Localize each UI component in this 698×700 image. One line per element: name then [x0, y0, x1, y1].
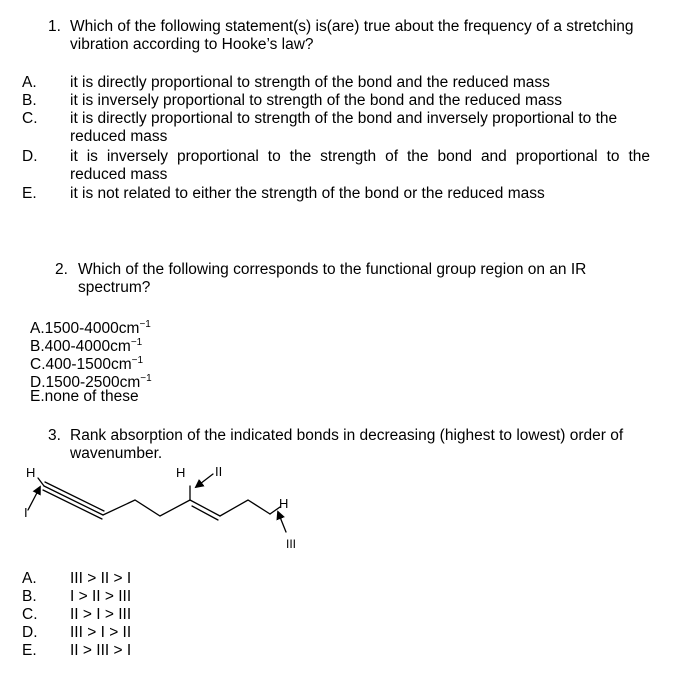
q3-option-b-letter: B.: [22, 588, 37, 605]
q2-number: 2.: [55, 261, 68, 278]
q3-option-a-letter: A.: [22, 570, 37, 587]
q1-option-d-line1: it is inversely proportional to the strength of the bond and proportional to the: [70, 148, 650, 165]
q3-stem-line2: wavenumber.: [70, 445, 163, 462]
alkyne-ch-bond: [38, 478, 44, 486]
q2-option-d-text: D.1500-2500cm: [30, 374, 141, 391]
q2-option-d-unit: −1: [140, 373, 152, 384]
label-h-alkyne: H: [26, 465, 36, 480]
q2-stem-line2: spectrum?: [78, 279, 151, 296]
label-ii: II: [215, 464, 223, 479]
label-iii: III: [286, 537, 297, 551]
arrow-ii: [196, 474, 213, 487]
arrow-iii: [278, 512, 286, 532]
q3-number: 3.: [48, 427, 61, 444]
arrow-i: [28, 487, 40, 510]
label-i: I: [24, 505, 28, 520]
q3-option-d-text: III > I > II: [70, 624, 132, 641]
q1-option-c-letter: C.: [22, 110, 38, 127]
triple-bond-line-3: [43, 490, 102, 519]
q3-option-e-letter: E.: [22, 642, 37, 659]
q3-option-d-letter: D.: [22, 624, 38, 641]
q2-stem-line1: Which of the following corresponds to the functional group region on an IR: [78, 261, 587, 278]
q1-option-e-text: it is not related to either the strength of the bond or the reduced mass: [70, 185, 545, 202]
q3-option-a-text: III > II > I: [70, 570, 132, 587]
q2-option-a-unit: −1: [139, 319, 151, 330]
q2-option-e: [30, 388, 139, 406]
chain-bonds-1: [103, 500, 190, 516]
q1-option-c-line1: it is directly proportional to strength of the bond and inversely proportional to the: [70, 110, 618, 127]
q1-stem-line1: Which of the following statement(s) is(are) true about the frequency of a stretching: [70, 18, 634, 35]
q2-option-b-text: B.400-4000cm: [30, 338, 131, 355]
q1-option-b-text: it is inversely proportional to strength of the bond and the reduced mass: [70, 92, 562, 109]
q2-option-a-text: A.1500-4000cm: [30, 320, 140, 337]
q2-option-e-text: E.none of these: [30, 388, 139, 405]
q1-option-d-line2: reduced mass: [70, 166, 168, 183]
q3-option-c-text: II > I > III: [70, 606, 132, 623]
triple-bond-line-1: [44, 486, 103, 515]
q3-option-c-letter: C.: [22, 606, 38, 623]
q2-option-b-unit: −1: [130, 337, 143, 348]
q2-option-c-unit: −1: [131, 355, 144, 366]
q1-option-c-line2: reduced mass: [70, 128, 168, 145]
q3-stem-line1: Rank absorption of the indicated bonds in decreasing (highest to lowest) order of: [70, 427, 624, 444]
label-h-alkane: H: [279, 496, 289, 511]
q1-stem-line2: vibration according to Hooke’s law?: [70, 36, 314, 53]
q1-option-a-letter: A.: [22, 74, 37, 91]
q1-option-b-letter: B.: [22, 92, 37, 109]
q1-number: 1.: [48, 18, 61, 35]
q3-option-e-text: II > III > I: [70, 642, 132, 659]
chain-bonds-2: [220, 500, 270, 516]
q3-molecule-structure: [0, 460, 320, 560]
q3-option-b-text: I > II > III: [70, 588, 132, 605]
q1-option-a-text: it is directly proportional to strength of the bond and the reduced mass: [70, 74, 550, 91]
triple-bond-line-2: [45, 482, 104, 511]
q1-option-d-letter: D.: [22, 148, 38, 165]
q1-option-e-letter: E.: [22, 185, 37, 202]
q2-option-c-text: C.400-1500cm: [30, 356, 132, 373]
label-h-vinyl: H: [176, 465, 186, 480]
